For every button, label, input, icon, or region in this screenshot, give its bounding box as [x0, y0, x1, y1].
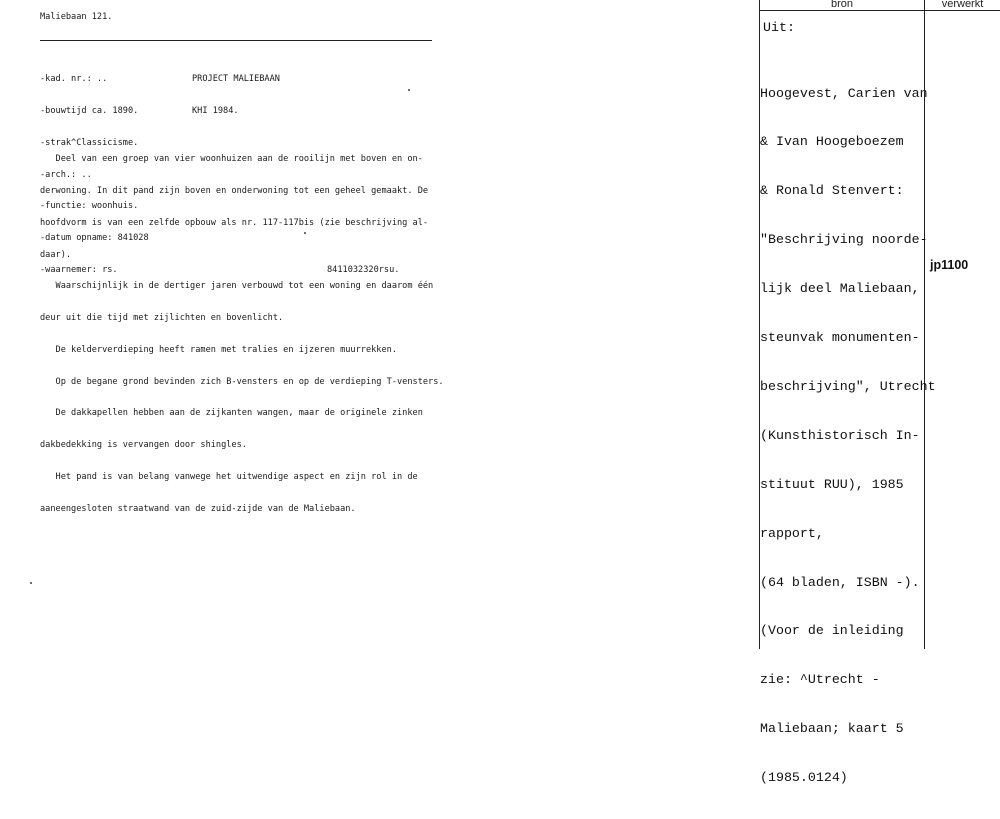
description-line: De kelderverdieping heeft ramen met tralies en ijzeren muurrekken. [40, 344, 397, 355]
citation-line: Hoogevest, Carien van [760, 85, 928, 101]
citation-line: lijk deel Maliebaan, [760, 281, 920, 297]
citation-line: & Ronald Stenvert: [760, 183, 904, 199]
description-line: aaneengesloten straatwand van de zuid-zijde van de Maliebaan. [40, 503, 356, 514]
meta-functie: -functie: woonhuis. [40, 201, 139, 212]
header-divider [759, 10, 1000, 11]
verwerkt-column-header: verwerkt [941, 0, 984, 10]
description-line: deur uit die tijd met zijlichten en bovenlicht. [40, 313, 284, 324]
source-citation [760, 53, 936, 819]
citation-line: beschrijving", Utrecht [760, 378, 936, 394]
citation-line: rapport, [760, 525, 824, 541]
citation-line: stituut RUU), 1985 [760, 476, 904, 492]
meta-bouwtijd: -bouwtijd ca. 1890. [40, 105, 139, 116]
description-line: Het pand is van belang vanwege het uitwendige aspect en zijn rol in de [40, 472, 418, 482]
description-line: dakbedekking is vervangen door shingles. [40, 440, 247, 451]
meta-datum-opname: -datum opname: 841028 [40, 233, 149, 244]
description-text [40, 133, 444, 525]
description-line: derwoning. In dit pand zijn boven en onderwoning tot een geheel gemaakt. De [40, 185, 429, 196]
title-divider [40, 40, 432, 41]
citation-line: (1985.0124) [760, 770, 848, 786]
meta-architect: -arch.: .. [40, 169, 92, 180]
description-line: Op de begane grond bevinden zich B-vensters en op de verdieping T-vensters. [40, 376, 444, 387]
description-line: hoofdvorm is van een zelfde opbouw als nr. 117-117bis (zie beschrijving al- [40, 217, 429, 228]
citation-line: Maliebaan; kaart 5 [760, 721, 904, 737]
document-title: Maliebaan 121. [40, 12, 113, 22]
reference-code: 8411032320rsu. [327, 265, 400, 275]
project-name: PROJECT MALIEBAAN [192, 74, 280, 85]
scan-speck [304, 232, 306, 234]
citation-line: "Beschrijving noorde- [760, 232, 928, 248]
description-line: Waarschijnlijk in de dertiger jaren verbouwd tot een woning en daarom één [40, 281, 434, 292]
project-year: KHI 1984. [192, 105, 239, 116]
description-line: daar). [40, 249, 72, 260]
citation-line: & Ivan Hoogeboezem [760, 134, 904, 150]
meta-waarnemer: -waarnemer: rs. [40, 264, 118, 275]
source-panel [759, 0, 1000, 786]
meta-kadaster: -kad. nr.: .. [40, 74, 108, 85]
citation-line: (Voor de inleiding [760, 623, 904, 639]
scan-speck [30, 582, 32, 584]
meta-stijl: -strak^Classicisme. [40, 137, 139, 148]
citation-line: zie: ^Utrecht - [760, 672, 880, 688]
uit-label: Uit: [763, 20, 795, 35]
description-line: Deel van een groep van vier woonhuizen aan de rooilijn met boven en on- [40, 154, 423, 165]
description-line: De dakkapellen hebben aan de zijkanten wangen, maar de originele zinken [40, 408, 423, 419]
project-block [192, 53, 280, 127]
scan-speck [408, 89, 410, 91]
citation-line: (64 bladen, ISBN -). [760, 574, 920, 590]
bron-column-header: bron [830, 0, 854, 10]
citation-line: steunvak monumenten- [760, 330, 920, 346]
citation-line: (Kunsthistorisch In- [760, 427, 920, 443]
verwerkt-code: jp1100 [930, 258, 969, 272]
